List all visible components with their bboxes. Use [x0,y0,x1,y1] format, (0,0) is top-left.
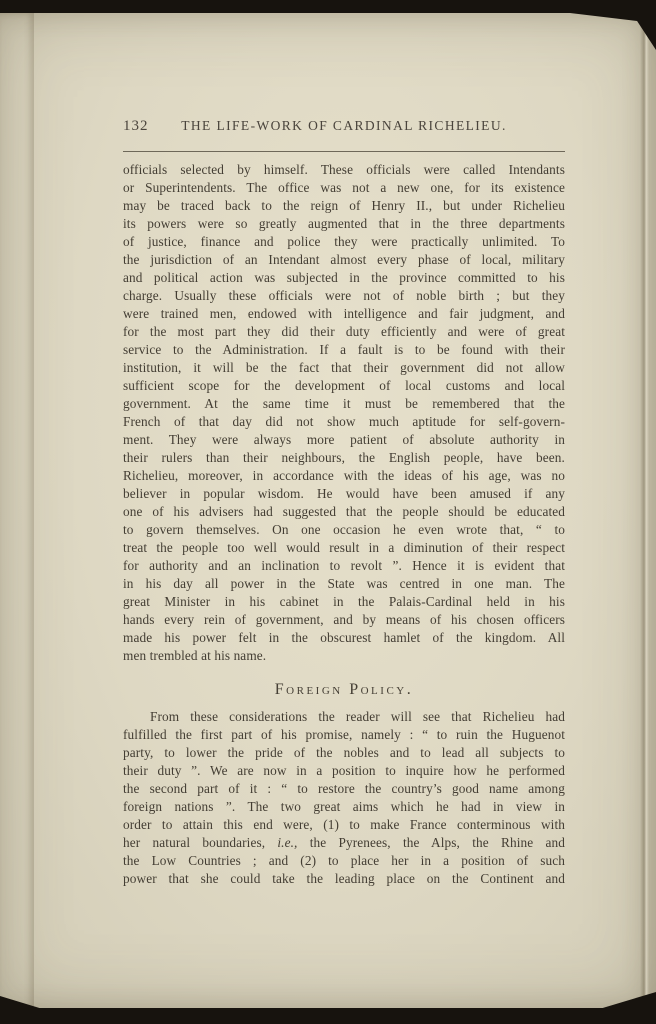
text-line: the jurisdiction of an Intendant almost every phase of local, military [123,252,565,267]
text-line: power that she could take the leading place on the Continent and [123,871,565,886]
text-line: its powers were so greatly augmented that in the three departments [123,216,565,231]
text-line: to govern themselves. On one occasion he even wrote that, “ to [123,522,565,537]
section-heading: Foreign Policy. [274,681,414,698]
text-line: or Superintendents. The office was not a new one, for its existence [123,180,565,195]
text-line: their duty ”. We are now in a position to inquire how he performed [123,763,565,778]
book-page [0,13,656,1008]
header-rule [123,151,565,152]
text-line: believer in popular wisdom. He would have been amused if any [123,486,565,501]
text-line: party, to lower the pride of the nobles and to lead all subjects to [123,745,565,760]
text-line: government. At the same time it must be remembered that the [123,396,565,411]
page-number: 132 [123,118,149,134]
text-line: ment. They were always more patient of absolute authority in [123,432,565,447]
scan-border-bottom [0,1008,656,1024]
text-line: officials selected by himself. These officials were called Intendants [123,162,565,177]
page-header [123,117,565,135]
text-line: of justice, finance and police they were practically unlimited. To [123,234,565,249]
text-line: institution, it will be the fact that their government did not allow [123,360,565,375]
text-line: their rulers than their neighbours, the English people, have been. [123,450,565,465]
text-line: the second part of it : “ to restore the country’s good name among [123,781,565,796]
paragraph [123,161,565,665]
text-line: for the most part they did their duty efficiently and were of great [123,324,565,339]
text-column [123,117,565,888]
page-crease [640,13,649,1008]
text-line: men trembled at his name. [123,648,267,663]
text-line: fulfilled the first part of his promise, namely : “ to ruin the Huguenot [123,727,565,742]
scan-border-top [0,0,656,13]
text-line: treat the people too well would result in a diminution of their respect [123,540,565,555]
text-line: sufficient scope for the development of local customs and local [123,378,565,393]
text-line: the Low Countries ; and (2) to place her in a position of such [123,853,565,868]
stacked-page-edges [0,13,34,1008]
text-line: charge. Usually these officials were not of noble birth ; but they [123,288,565,303]
text-line: her natural boundaries, i.e., the Pyrenees, the Alps, the Rhine and [123,835,565,850]
text-line: French of that day did not show much aptitude for self-govern- [123,414,565,429]
text-line: one of his advisers had suggested that the people should be educated [123,504,565,519]
text-line: may be traced back to the reign of Henry II., but under Richelieu [123,198,565,213]
text-line: for authority and an inclination to revolt ”. Hence it is evident that [123,558,565,573]
text-line: Richelieu, moreover, in accordance with the ideas of his age, was no [123,468,565,483]
text-line: foreign nations ”. The two great aims which he had in view in [123,799,565,814]
text-line: order to attain this end were, (1) to make France conterminous with [123,817,565,832]
text-line: made his power felt in the obscurest hamlet of the kingdom. All [123,630,565,645]
text-line: and political action was subjected in the province committed to his [123,270,565,285]
text-line: From these considerations the reader will see that Richelieu had [150,709,565,724]
text-line: were trained men, endowed with intelligence and fair judgment, and [123,306,565,321]
text-line: in his day all power in the State was centred in one man. The [123,576,565,591]
text-line: service to the Administration. If a fault is to be found with their [123,342,565,357]
text-line: great Minister in his cabinet in the Palais-Cardinal held in his [123,594,565,609]
running-title: THE LIFE-WORK OF CARDINAL RICHELIEU. [181,118,507,133]
text-line: hands every rein of government, and by means of his chosen officers [123,612,565,627]
paragraph [123,708,565,888]
page-content [123,161,565,888]
